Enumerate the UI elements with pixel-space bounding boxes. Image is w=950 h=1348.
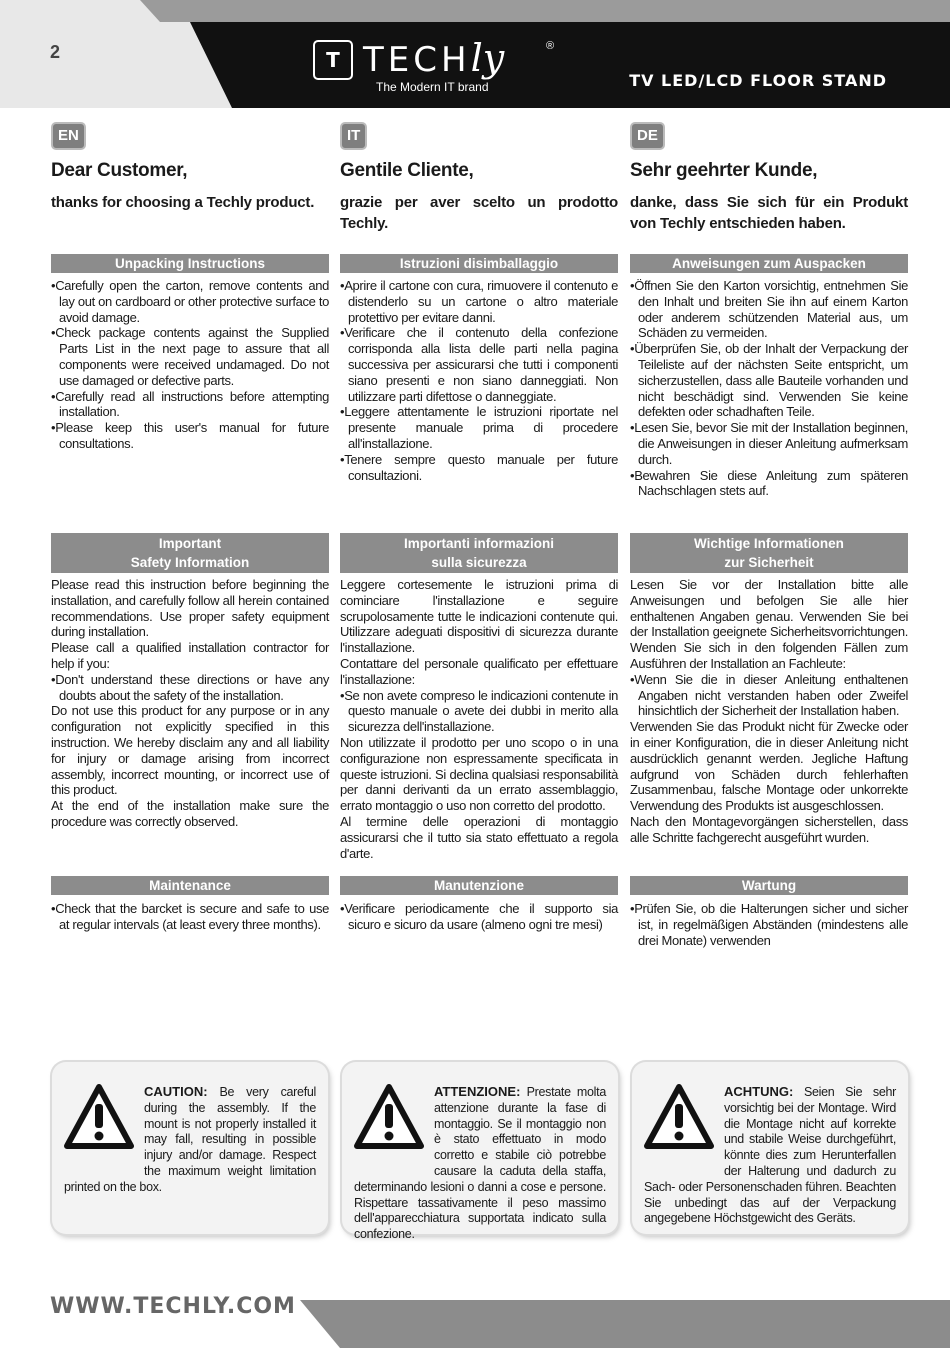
unpacking-title-it: Istruzioni disimballaggio [340,254,618,273]
safety-paragraph: Verwenden Sie das Produkt nicht für Zwecke oder in einer Konfiguration, die in dieser Anleitung nicht ausdrücklich genannt werden. Jegliche Haftung aufgrund von Schäden durch fehlerhaften Zusammenbau, falsche Montage oder unkorrekte Verwendung des Produkts ist ausgeschlossen. [630,719,908,814]
safety-paragraph: Leggere cortesemente le istruzioni prima di cominciare l'installazione e seguire scrupolosamente tutte le indicazioni contenute qui. Utilizzare adeguati dispositivi di sicurezza durante l'installazione. [340,577,618,656]
maintenance-title-it: Manutenzione [340,876,618,895]
list-item: • Öffnen Sie den Karton vorsichtig, entnehmen Sie den Inhalt und breiten Sie ihn auf einem Karton oder anderem schützenden Material aus, um Schäden zu vermeiden. [630,278,908,341]
caution-label: ATTENZIONE: [434,1084,521,1099]
safety-paragraph: Non utilizzate il prodotto per uno scopo o in una configurazione non espressamente specificata in queste istruzioni. Si declina qualsiasi responsabilità per danni derivanti da un errato assemblaggio, errato montaggio o uso non corretto del prodotto. [340,734,618,814]
unpacking-title-de: Anweisungen zum Auspacken [630,254,908,273]
maintenance-title-de: Wartung [630,876,908,895]
page-number: 2 [50,42,61,62]
safety-paragraph: Al termine delle operazioni di montaggio assicurarsi che il tutto sia stato effettuato a regola d'arte. [340,813,618,861]
column-de [630,122,908,234]
list-item: • Carefully open the carton, remove contents and lay out on cardboard or other protective surface to avoid damage. [51,278,329,325]
column-en [51,122,329,213]
safety-paragraph: At the end of the installation make sure the procedure was correctly observed. [51,798,329,829]
maintenance-text-en [51,901,329,933]
registered-mark: ® [546,40,555,52]
safety-title-line1: Important [158,536,222,551]
safety-text-en [51,577,329,830]
list-item: • Check that the barcket is secure and safe to use at regular intervals (at least every three months). [51,901,329,933]
safety-paragraph: Lesen Sie vor der Installation bitte alle Anweisungen und befolgen Sie alle hier enthaltenen Angaben genau. Verwenden Sie bei der Installation geeignete Sicherheitsvorrichtungen. Wenden Sie sich in den folgenden Fällen zum Ausführen der Installation an Fachleute: [630,577,908,671]
safety-paragraph: Please call a qualified installation contractor for help if you: [51,640,329,671]
caution-label: ACHTUNG: [724,1084,794,1099]
maintenance-text-it [340,901,618,933]
greeting-en: Dear Customer, [51,160,188,181]
lang-badge-en: EN [51,122,86,150]
list-item: • Verificare periodicamente che il supporto sia sicuro e sicuro da usare (almeno ogni tre mesi) [340,901,618,933]
safety-paragraph: Do not use this product for any purpose or in any configuration not explicitly specified in this instruction. We hereby disclaim any and all liability for injury or damage arising from incorrect assembly, incorrect mounting, or incorrect use of this product. [51,703,329,798]
safety-title-line2: sulla sicurezza [431,555,527,570]
safety-title-line1: Wichtige Informationen [694,536,844,551]
list-item: • Bewahren Sie diese Anleitung zum späteren Nachschlagen stets auf. [630,468,908,500]
logo-tagline: The Modern IT brand [376,80,489,94]
list-item: • Please keep this user's manual for future consultations. [51,420,329,452]
thanks-de: danke, dass Sie sich für ein Produkt von Techly entschieden haben. [630,194,908,232]
lang-badge-it: IT [340,122,367,150]
lang-badge-de: DE [630,122,665,150]
techly-logo [313,36,505,80]
maintenance-text-de [630,901,908,948]
safety-paragraph: Contattare del personale qualificato per effettuare l'installazione: [340,655,618,687]
list-item: • Check package contents against the Supplied Parts List in the next page to assure that all components were received undamaged. Do not use damaged or defective parts. [51,325,329,388]
caution-text: Seien Sie sehr vorsichtig bei der Montage. Wird die Montage nicht auf korrekte und stabile Weise durchgeführt, könnte dies zum Herunterfallen der Halterung und dadurch zu Sach- oder Personenschaden führen. Beachten Sie unbedingt das auf der Verpackung angegebene Höchstgewicht des Geräts. [644,1085,896,1226]
product-title: TV LED/LCD FLOOR STAND [629,71,887,90]
list-item: • Prüfen Sie, ob die Halterungen sicher und sicher ist, in regelmäßigen Abständen (mindestens alle drei Monate) verwenden [630,901,908,948]
thanks-en: thanks for choosing a Techly product. [51,194,315,211]
list-item: • Tenere sempre questo manuale per future consultazioni. [340,452,618,484]
warning-triangle-icon [354,1084,424,1150]
list-item: • Lesen Sie, bevor Sie mit der Installation beginnen, die Anweisungen in dieser Anleitung aufmerksam durch. [630,420,908,467]
list-item: • Wenn Sie die in dieser Anleitung enthaltenen Angaben nicht verstanden haben oder Zweifel hinsichtlich der Sicherheit der Installation haben. [630,672,908,719]
safety-paragraph: Nach den Montagevorgängen sicherstellen, dass alle Schritte fachgerecht ausgeführt wurden. [630,813,908,845]
safety-paragraph: Please read this instruction before beginning the installation, and carefully follow all herein contained recommendations. Use proper safety equipment during installation. [51,577,329,640]
caution-box-en [52,1062,328,1234]
safety-title-line1: Importanti informazioni [404,536,554,551]
list-item: • Don't understand these directions or have any doubts about the safety of the installation. [51,672,329,704]
caution-text: Be very careful during the assembly. If the mount is not properly installed it may fall, resulting in possible injury and/or damage. Respect the maximum weight limitation printed on the box. [64,1085,316,1194]
safety-title-line2: Safety Information [130,555,250,570]
safety-title-it [340,533,618,573]
caution-box-de [632,1062,908,1234]
safety-text-it [340,577,618,861]
logo-mark: T [313,40,353,80]
column-it [340,122,618,234]
safety-title-de [630,533,908,573]
safety-title-en [51,533,329,573]
logo-script: ly [470,36,505,80]
caution-box-it [342,1062,618,1242]
warning-triangle-icon [644,1084,714,1150]
unpacking-text-de [630,278,908,499]
thanks-it: grazie per aver scelto un prodotto Techly. [340,194,618,232]
greeting-de: Sehr geehrter Kunde, [630,160,818,181]
greeting-it: Gentile Cliente, [340,160,474,181]
list-item: • Carefully read all instructions before attempting installation. [51,389,329,421]
website-link[interactable]: WWW.TECHLY.COM [50,1294,296,1319]
safety-text-de [630,577,908,846]
unpacking-title-en: Unpacking Instructions [51,254,329,273]
list-item: • Se non avete compreso le indicazioni contenute in questo manuale o avete dei dubbi in merito alla sicurezza dell'installazione. [340,688,618,735]
maintenance-title-en: Maintenance [51,876,329,895]
logo-word: TECH [363,40,471,80]
warning-triangle-icon [64,1084,134,1150]
safety-title-line2: zur Sicherheit [724,555,814,570]
list-item: • Überprüfen Sie, ob der Inhalt der Verpackung der Teileliste auf der nächsten Seite entspricht, um sicherzustellen, dass alle Bauteile vorhanden und nicht beschädigt sind. Verwenden Sie keine defekten oder schadhaften Teile. [630,341,908,420]
caution-text: Prestate molta attenzione durante la fase di montaggio. Se il montaggio non è stato effettuato in modo corretto e stabile ciò potrebbe causare la caduta della staffa, determinando lesioni o danni a cose e persone. Rispettare tassativamente il peso massimo dell'apparecchiatura supportata indicato sulla confezione. [354,1085,606,1242]
unpacking-text-en [51,278,329,452]
list-item: • Leggere attentamente le istruzioni riportate nel presente manuale prima di procedere all'installazione. [340,404,618,451]
list-item: • Verificare che il contenuto della confezione corrisponda alla lista delle parti nella pagina successiva per assicurarsi che tutti i componenti siano presenti e non siano danneggiati. Non utilizzare parti difettose o danneggiate. [340,325,618,404]
caution-label: CAUTION: [144,1084,208,1099]
unpacking-text-it [340,278,618,483]
list-item: • Aprire il cartone con cura, rimuovere il contenuto e distenderlo su un cartone o altro materiale protettivo per evitare danni. [340,278,618,325]
